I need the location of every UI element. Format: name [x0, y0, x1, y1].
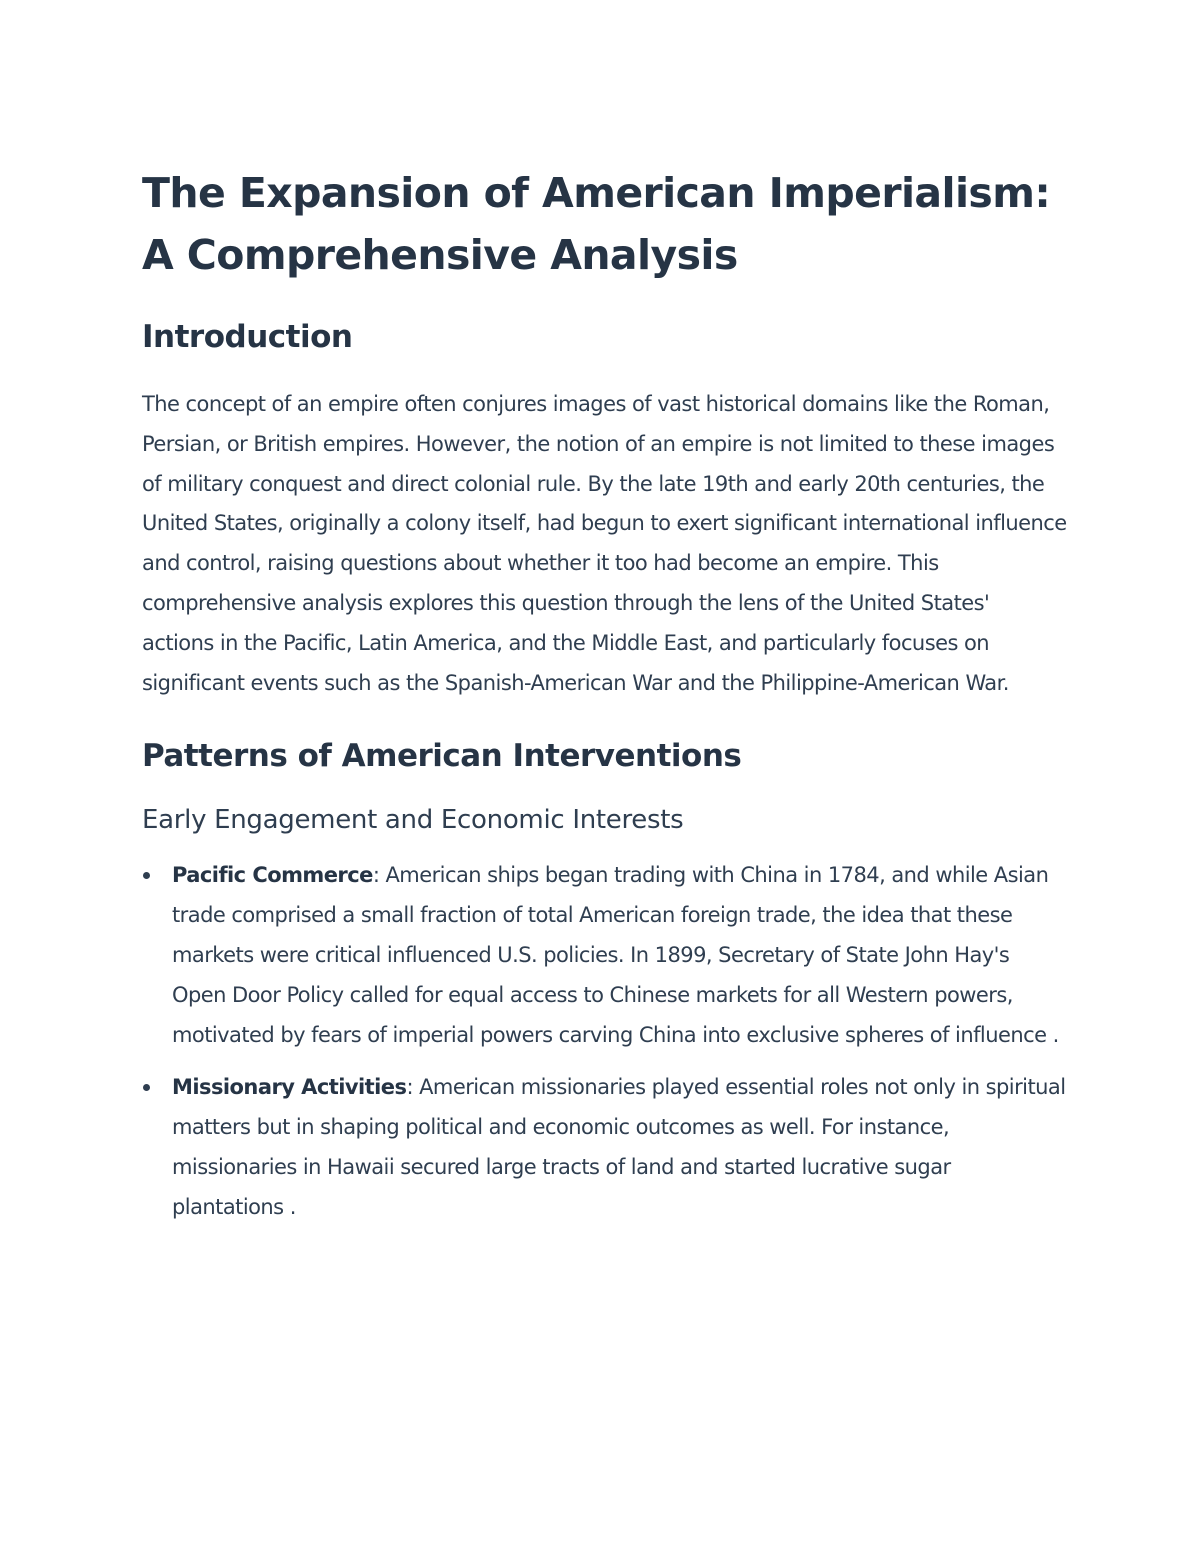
- document-title: The Expansion of American Imperialism: A Comprehensive Analysis: [142, 169, 1051, 279]
- patterns-heading: Patterns of American Interventions: [142, 738, 742, 775]
- list-item: [142, 1068, 1067, 1227]
- bullet-icon: [143, 872, 150, 879]
- bullet-text: : American ships began trading with China in 1784, and while Asian trade comprised a small fraction of total American foreign trade, the idea that these markets were critical influenced U.S. policies. In 1899, Secretary of State John Hay's Open Door Policy called for equal access to Chinese markets for all Western powers, motivated by fears of imperial powers carving China into exclusive spheres of influence .: [172, 863, 1059, 1047]
- bullet-text: : American missionaries played essential roles not only in spiritual matters but in shaping political and economic outcomes as well. For instance, missionaries in Hawaii secured large tracts of land and started lucrative sugar plantations .: [172, 1075, 1066, 1219]
- introduction-paragraph: The concept of an empire often conjures images of vast historical domains like the Roman, Persian, or British empires. However, the notion of an empire is not limited to these images of military conquest and direct colonial rule. By the late 19th and early 20th centuries, the United States, originally a colony itself, had begun to exert significant international influence and control, raising questions about whether it too had become an empire. This comprehensive analysis explores this question through the lens of the United States' actions in the Pacific, Latin America, and the Middle East, and particularly focuses on significant events such as the Spanish-American War and the Philippine-American War.: [142, 392, 1067, 695]
- bullet-icon: [143, 1084, 150, 1091]
- list-item: [142, 856, 1067, 1055]
- introduction-heading: Introduction: [142, 319, 353, 355]
- bullet-list: [142, 856, 1066, 1227]
- bullet-term: Pacific Commerce: [172, 863, 373, 888]
- early-engagement-subheading: Early Engagement and Economic Interests: [142, 805, 684, 836]
- bullet-term: Missionary Activities: [172, 1075, 407, 1100]
